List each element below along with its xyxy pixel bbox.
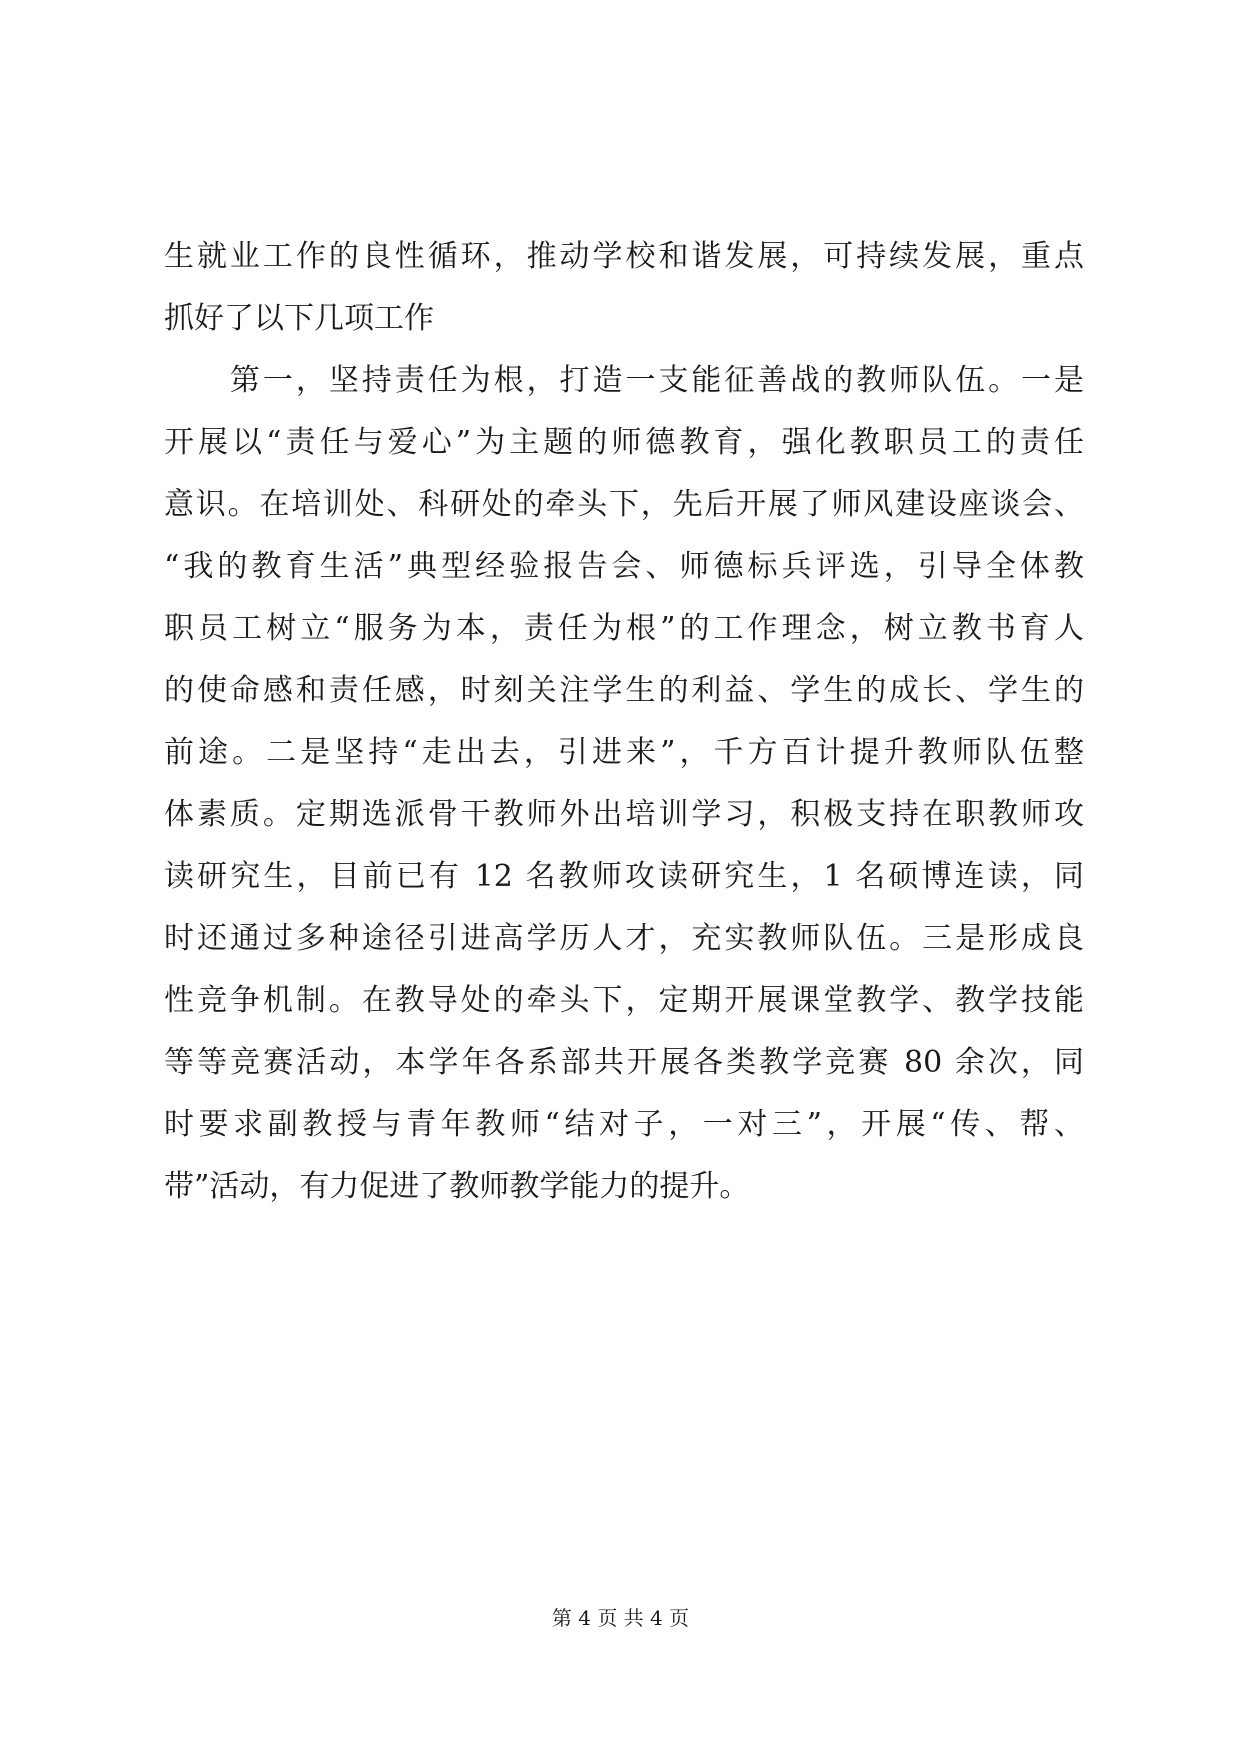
text-line: 体素质。定期选派骨干教师外出培训学习，积极支持在职教师攻 <box>164 797 1084 832</box>
page-number-footer: 第 4 页 共 4 页 <box>551 1606 690 1630</box>
text-line: 带”活动，有力促进了教师教学能力的提升。 <box>164 1169 750 1204</box>
text-line: 时还通过多种途径引进高学历人才，充实教师队伍。三是形成良 <box>164 921 1084 956</box>
text-line: 生就业工作的良性循环，推动学校和谐发展，可持续发展，重点 <box>164 239 1084 274</box>
text-line: 时要求副教授与青年教师“结对子，一对三”，开展“传、帮、 <box>164 1107 1084 1142</box>
text-line: 性竞争机制。在教导处的牵头下，定期开展课堂教学、教学技能 <box>164 983 1084 1018</box>
text-line: 开展以“责任与爱心”为主题的师德教育，强化教职员工的责任 <box>164 425 1084 460</box>
text-line: 读研究生，目前已有 12 名教师攻读研究生，1 名硕博连读，同 <box>164 859 1084 894</box>
text-line: 前途。二是坚持“走出去，引进来”，千方百计提升教师队伍整 <box>164 735 1084 770</box>
text-line: 职员工树立“服务为本，责任为根”的工作理念，树立教书育人 <box>164 611 1084 646</box>
text-line: 意识。在培训处、科研处的牵头下，先后开展了师风建设座谈会、 <box>164 487 1084 522</box>
text-line: “我的教育生活”典型经验报告会、师德标兵评选，引导全体教 <box>164 549 1084 584</box>
text-line: 抓好了以下几项工作 <box>164 301 434 336</box>
text-line: 第一，坚持责任为根，打造一支能征善战的教师队伍。一是 <box>164 363 1084 398</box>
text-line: 等等竞赛活动，本学年各系部共开展各类教学竞赛 80 余次，同 <box>164 1045 1084 1080</box>
text-line: 的使命感和责任感，时刻关注学生的利益、学生的成长、学生的 <box>164 673 1084 708</box>
body-text <box>164 226 1084 1218</box>
